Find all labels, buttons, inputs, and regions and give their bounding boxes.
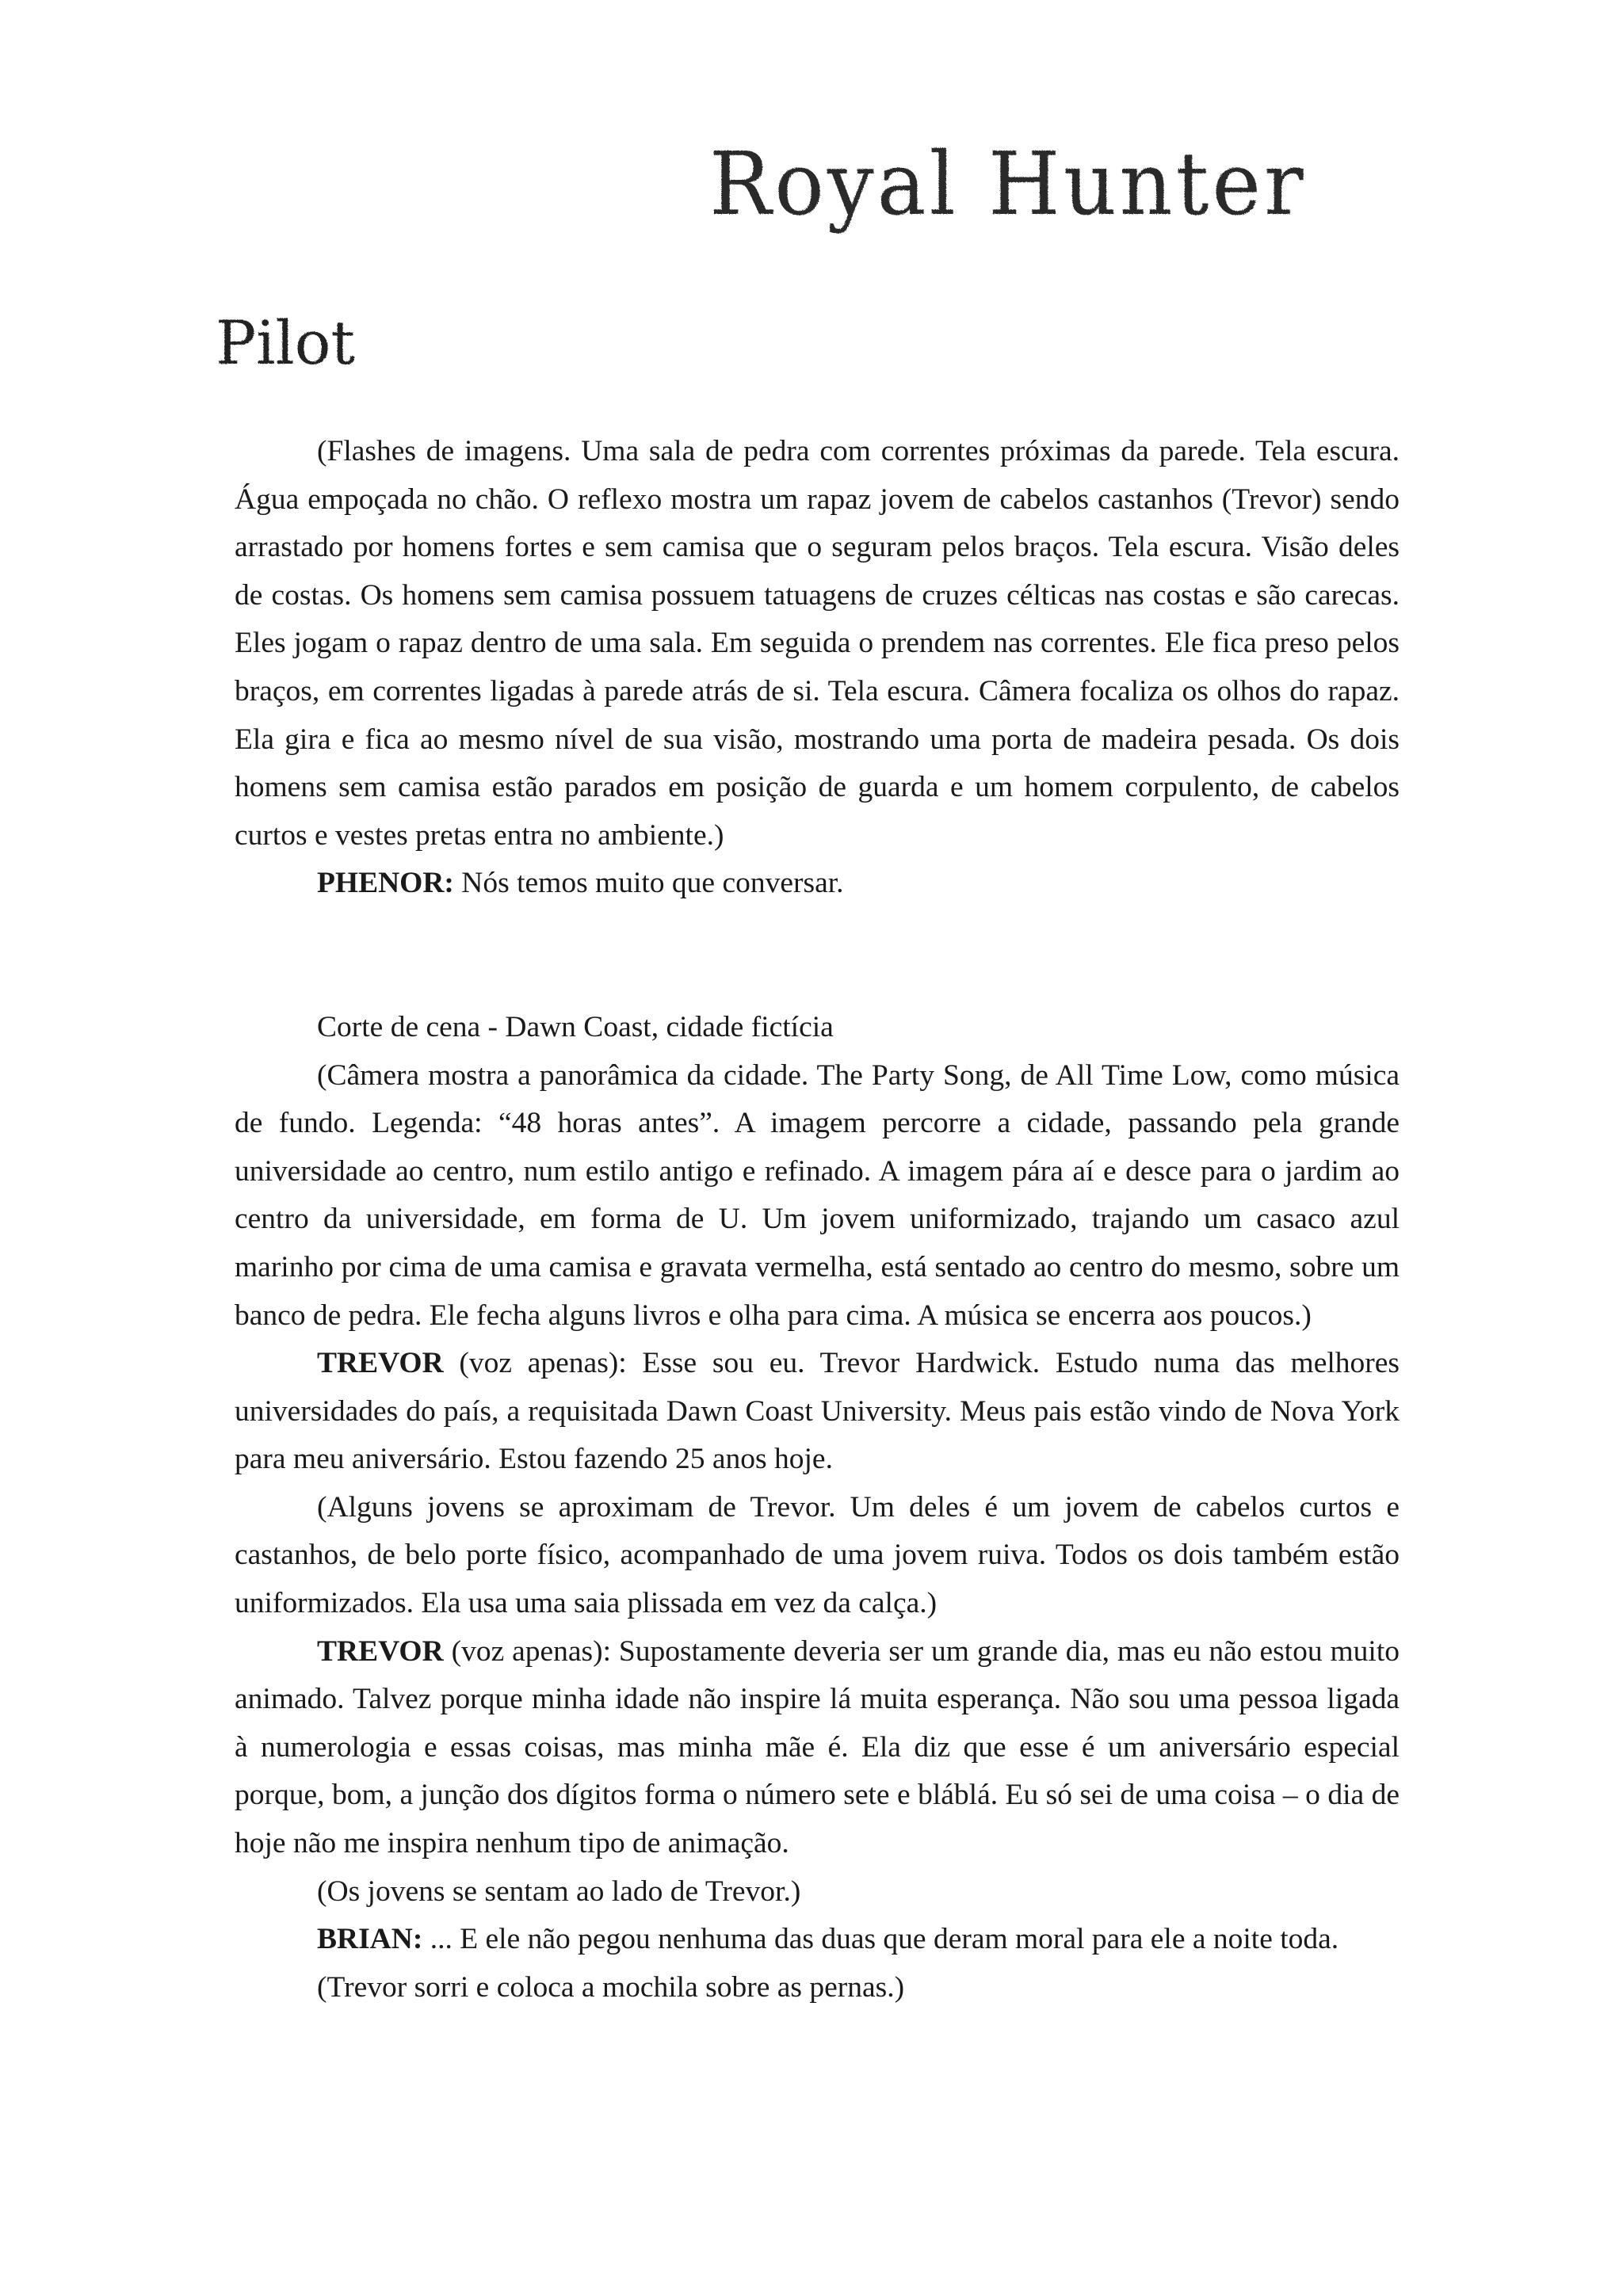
paragraph [235, 1484, 1400, 1628]
scene-heading-text: Corte de cena - Dawn Coast, cidade fictícia [317, 1010, 834, 1043]
dialogue-text: ... E ele não pegou nenhuma das duas que deram moral para ele a noite toda. [422, 1923, 1339, 1956]
speaker-name: TREVOR [317, 1347, 444, 1380]
script-body [235, 428, 1400, 2012]
paragraph [235, 1052, 1400, 1341]
dialogue-line [235, 860, 1400, 908]
dialogue-text: (voz apenas): Supostamente deveria ser um grande dia, mas eu não estou muito animado. Talvez porque minha idade não inspire lá muita esperança. Não sou uma pessoa ligada à numerologia e essas coisas, mas minha mãe é. Ela diz que esse é um aniversário especial porque, bom, a junção dos dígitos forma o número sete e bláblá. Eu só sei de uma coisa – o dia de hoje não me inspira nenhum tipo de animação. [235, 1634, 1400, 1860]
paragraph-text: (Trevor sorri e coloca a mochila sobre as pernas.) [317, 1970, 905, 2004]
paragraph-text: (Flashes de imagens. Uma sala de pedra com correntes próximas da parede. Tela escura. Água empoçada no chão. O reflexo mostra um rapaz jovem de cabelos castanhos (Trevor) sendo arrastado por homens fortes e sem camisa que o seguram pelos braços. Tela escura. Visão deles de costas. Os homens sem camisa possuem tatuagens de cruzes célticas nas costas e são carecas. Eles jogam o rapaz dentro de uma sala. Em seguida o prendem nas correntes. Ele fica preso pelos braços, em correntes ligadas à parede atrás de si. Tela escura. Câmera focaliza os olhos do rapaz. Ela gira e fica ao mesmo nível de sua visão, mostrando uma porta de madeira pesada. Os dois homens sem camisa estão parados em posição de guarda e um homem corpulento, de cabelos curtos e vestes pretas entra no ambiente.) [235, 435, 1400, 852]
paragraph [235, 1868, 1400, 1917]
dialogue-line [235, 1916, 1400, 1964]
paragraph-text: (Câmera mostra a panorâmica da cidade. The Party Song, de All Time Low, como música de fundo. Legenda: “48 horas antes”. A imagem percorre a cidade, passando pela grande universidade ao centro, num estilo antigo e refinado. A imagem pára aí e desce para o jardim ao centro da universidade, em forma de U. Um jovem uniformizado, trajando um casaco azul marinho por cima de uma camisa e gravata vermelha, está sentado ao centro do mesmo, sobre um banco de pedra. Ele fecha alguns livros e olha para cima. A música se encerra aos poucos.) [235, 1058, 1400, 1332]
paragraph [235, 428, 1400, 860]
paragraph-text: (Os jovens se sentam ao lado de Trevor.) [317, 1875, 801, 1908]
scene-heading [235, 1004, 1400, 1052]
dialogue-text: (voz apenas): Esse sou eu. Trevor Hardwick. Estudo numa das melhores universidades do país, a requisitada Dawn Coast University. Meus pais estão vindo de Nova York para meu aniversário. Estou fazendo 25 anos hoje. [235, 1347, 1400, 1476]
dialogue-line [235, 1628, 1400, 1868]
speaker-name: BRIAN: [317, 1923, 423, 1956]
dialogue-text: Nós temos muito que conversar. [453, 867, 844, 900]
chapter-heading: Pilot [216, 307, 356, 378]
paragraph-text: (Alguns jovens se aproximam de Trevor. Um deles é um jovem de cabelos curtos e castanhos, de belo porte físico, acompanhado de uma jovem ruiva. Todos os dois também estão uniformizados. Ela usa uma saia plissada em vez da calça.) [235, 1490, 1400, 1620]
dialogue-line [235, 1340, 1400, 1484]
speaker-name: PHENOR: [317, 867, 454, 900]
speaker-name: TREVOR [317, 1634, 444, 1668]
document-title: Royal Hunter [709, 132, 1307, 235]
paragraph [235, 1964, 1400, 2012]
